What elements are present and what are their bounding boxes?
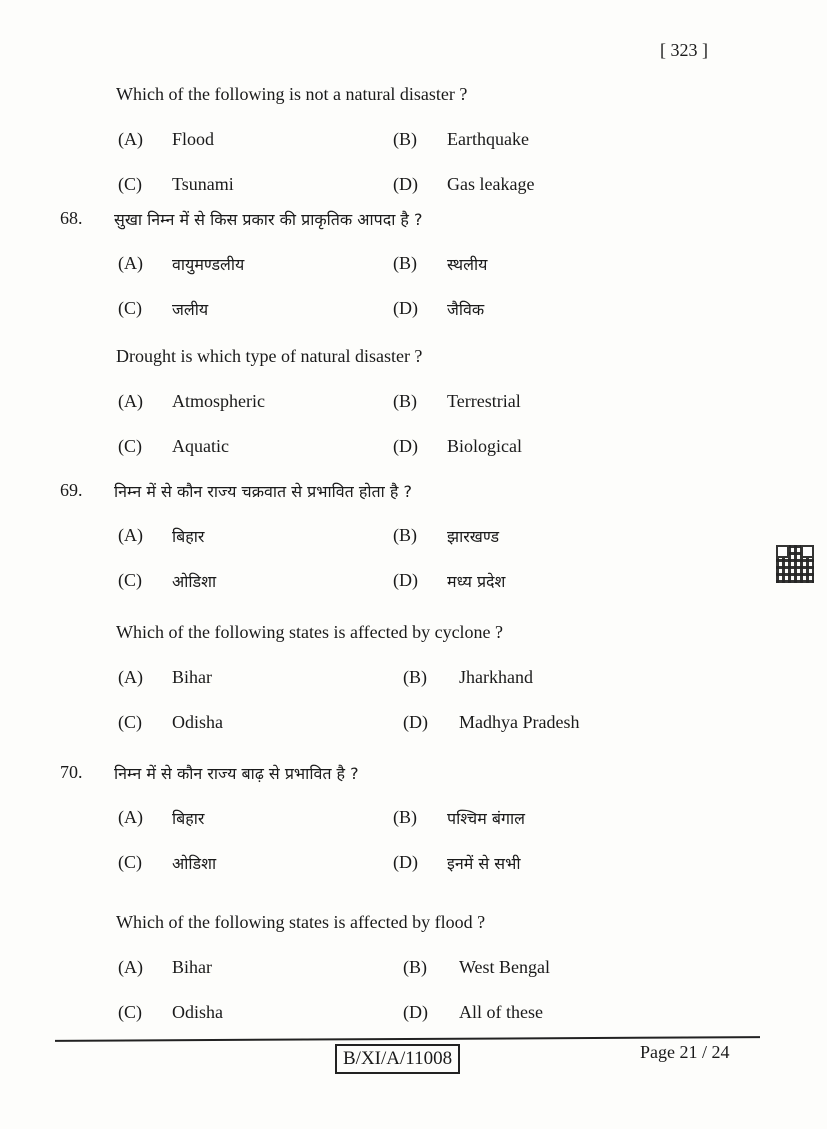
- question-hindi: निम्न में से कौन राज्य बाढ़ से प्रभावित है ?: [114, 764, 359, 783]
- english-option-a: Flood: [172, 129, 215, 149]
- english-option-c: Odisha: [172, 712, 223, 732]
- option-label: (D): [393, 436, 418, 456]
- option-label: (A): [118, 957, 143, 977]
- option-label: (A): [118, 807, 143, 827]
- option-label: (B): [393, 525, 417, 545]
- option-label: (B): [403, 957, 427, 977]
- english-option-b: Jharkhand: [459, 667, 533, 687]
- question-number: 68.: [60, 208, 83, 228]
- option-label: (C): [118, 852, 142, 872]
- question-number: 70.: [60, 762, 83, 782]
- option-label: (B): [403, 667, 427, 687]
- question-english: Drought is which type of natural disaster ?: [116, 346, 423, 366]
- option-label: (A): [118, 391, 143, 411]
- english-option-d: Madhya Pradesh: [459, 712, 580, 732]
- option-label: (C): [118, 1002, 142, 1022]
- hindi-option-d: इनमें से सभी: [447, 854, 521, 873]
- english-option-d: Biological: [447, 436, 522, 456]
- option-label: (D): [393, 298, 418, 318]
- option-label: (B): [393, 253, 417, 273]
- option-label: (A): [118, 253, 143, 273]
- english-option-b: Terrestrial: [447, 391, 521, 411]
- option-label: (C): [118, 174, 142, 194]
- option-label: (B): [393, 391, 417, 411]
- english-option-c: Odisha: [172, 1002, 223, 1022]
- option-label: (C): [118, 298, 142, 318]
- option-label: (D): [393, 174, 418, 194]
- english-option-a: Bihar: [172, 667, 212, 687]
- hindi-option-c: ओडिशा: [172, 572, 217, 591]
- option-label: (D): [393, 570, 418, 590]
- option-label: (D): [403, 1002, 428, 1022]
- hindi-option-a: बिहार: [172, 809, 205, 828]
- hindi-option-a: वायुमण्डलीय: [172, 255, 245, 274]
- question-hindi: निम्न में से कौन राज्य चक्रवात से प्रभावित होता है ?: [114, 482, 412, 501]
- option-label: (D): [403, 712, 428, 732]
- english-option-b: West Bengal: [459, 957, 551, 977]
- page-indicator: Page 21 / 24: [640, 1042, 730, 1062]
- hindi-option-d: जैविक: [447, 300, 485, 319]
- english-option-d: Gas leakage: [447, 174, 535, 194]
- option-label: (C): [118, 436, 142, 456]
- hindi-option-c: जलीय: [172, 300, 209, 319]
- question-number: 69.: [60, 480, 83, 500]
- english-option-c: Tsunami: [172, 174, 234, 194]
- question-english: Which of the following states is affected by flood ?: [116, 912, 486, 932]
- option-label: (B): [393, 807, 417, 827]
- option-label: (D): [393, 852, 418, 872]
- option-label: (B): [393, 129, 417, 149]
- english-option-a: Bihar: [172, 957, 212, 977]
- option-label: (A): [118, 129, 143, 149]
- english-option-d: All of these: [459, 1002, 543, 1022]
- hindi-option-b: पश्चिम बंगाल: [447, 809, 525, 828]
- option-label: (A): [118, 525, 143, 545]
- option-label: (C): [118, 570, 142, 590]
- english-option-c: Aquatic: [172, 436, 229, 456]
- question-english: Which of the following states is affected by cyclone ?: [116, 622, 504, 642]
- hindi-option-d: मध्य प्रदेश: [447, 572, 506, 591]
- question-english: Which of the following is not a natural disaster ?: [116, 84, 468, 104]
- qr-code: [776, 545, 814, 583]
- hindi-option-b: स्थलीय: [447, 255, 488, 274]
- english-option-b: Earthquake: [447, 129, 529, 149]
- option-label: (A): [118, 667, 143, 687]
- english-option-a: Atmospheric: [172, 391, 265, 411]
- hindi-option-c: ओडिशा: [172, 854, 217, 873]
- page-number-top: [ 323 ]: [660, 40, 708, 60]
- paper-code: B/XI/A/11008: [335, 1044, 460, 1074]
- hindi-option-b: झारखण्ड: [447, 527, 500, 546]
- question-hindi: सुखा निम्न में से किस प्रकार की प्राकृतिक आपदा है ?: [114, 210, 423, 229]
- footer-rule: [55, 1036, 760, 1042]
- option-label: (C): [118, 712, 142, 732]
- hindi-option-a: बिहार: [172, 527, 205, 546]
